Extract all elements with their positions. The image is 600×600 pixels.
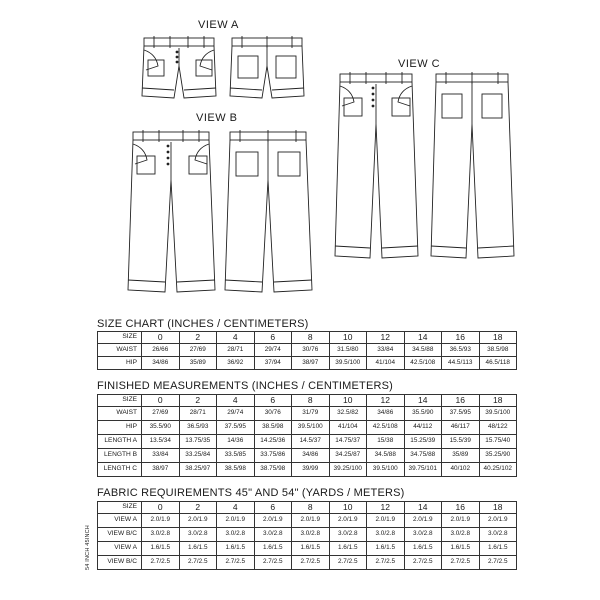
table-cell: 1.6/1.5 <box>179 542 217 556</box>
table-cell: 33/84 <box>367 344 405 357</box>
table-row <box>98 556 517 570</box>
fabric-width-side-label: 54 INCH 45INCH <box>85 525 91 570</box>
size-chart-header-row <box>98 332 517 344</box>
header-cell: 0 <box>142 502 180 514</box>
view-a-back-shorts-illustration <box>228 36 308 106</box>
header-cell: 0 <box>142 332 180 344</box>
table-cell: 14.25/36 <box>254 435 292 449</box>
table-cell: 2.7/2.5 <box>479 556 517 570</box>
header-cell: 0 <box>142 395 180 407</box>
table-cell: 3.0/2.8 <box>142 528 180 542</box>
view-c-label: VIEW C <box>398 58 441 70</box>
table-cell: 34/86 <box>367 407 405 421</box>
table-cell: 35.25/90 <box>479 449 517 463</box>
table-cell: 46.5/118 <box>479 357 517 370</box>
table-cell: 34.75/88 <box>404 449 442 463</box>
table-cell: 35.5/90 <box>142 421 180 435</box>
header-cell: 18 <box>479 332 517 344</box>
header-cell: 6 <box>254 332 292 344</box>
table-cell: 34/86 <box>292 449 330 463</box>
table-cell: 42.5/108 <box>404 357 442 370</box>
header-cell: 16 <box>442 502 480 514</box>
fabric-header-row <box>98 502 517 514</box>
table-row <box>98 407 517 421</box>
header-cell: 12 <box>367 502 405 514</box>
table-cell: 36.5/93 <box>179 421 217 435</box>
table-cell: 3.0/2.8 <box>442 528 480 542</box>
table-cell: 2.0/1.9 <box>404 514 442 528</box>
table-row <box>98 528 517 542</box>
header-cell: 18 <box>479 502 517 514</box>
table-cell: 34.25/87 <box>329 449 367 463</box>
size-chart-table <box>97 331 517 370</box>
table-cell: 34.5/88 <box>367 449 405 463</box>
table-cell: 40.25/102 <box>479 463 517 477</box>
table-cell: 31.5/80 <box>329 344 367 357</box>
finished-measurements-table <box>97 394 517 477</box>
table-cell: 48/122 <box>479 421 517 435</box>
row-label: VIEW A <box>98 514 142 528</box>
table-cell: 2.7/2.5 <box>254 556 292 570</box>
table-cell: 13.5/34 <box>142 435 180 449</box>
table-cell: 33.5/85 <box>217 449 255 463</box>
fabric-requirements-title: FABRIC REQUIREMENTS 45" AND 54" (YARDS / METERS) <box>97 487 405 499</box>
table-cell: 28/71 <box>217 344 255 357</box>
table-cell: 14.75/37 <box>329 435 367 449</box>
table-cell: 38/97 <box>142 463 180 477</box>
header-cell: 14 <box>404 395 442 407</box>
table-cell: 2.7/2.5 <box>292 556 330 570</box>
table-cell: 42.5/108 <box>367 421 405 435</box>
view-a-label: VIEW A <box>198 19 239 31</box>
table-cell: 1.6/1.5 <box>329 542 367 556</box>
table-cell: 26/66 <box>142 344 180 357</box>
header-cell: 8 <box>292 395 330 407</box>
row-label: LENGTH B <box>98 449 142 463</box>
header-cell: 2 <box>179 502 217 514</box>
table-cell: 3.0/2.8 <box>404 528 442 542</box>
size-chart-title: SIZE CHART (INCHES / CENTIMETERS) <box>97 318 309 330</box>
table-cell: 2.0/1.9 <box>217 514 255 528</box>
finished-header-row <box>98 395 517 407</box>
table-cell: 2.0/1.9 <box>367 514 405 528</box>
row-label: VIEW B/C <box>98 528 142 542</box>
table-cell: 2.7/2.5 <box>217 556 255 570</box>
table-cell: 1.6/1.5 <box>292 542 330 556</box>
table-cell: 1.6/1.5 <box>479 542 517 556</box>
view-c-front-trousers-illustration <box>334 72 420 264</box>
table-row <box>98 463 517 477</box>
table-row <box>98 449 517 463</box>
table-cell: 38.5/98 <box>479 344 517 357</box>
table-cell: 2.7/2.5 <box>329 556 367 570</box>
header-cell: 18 <box>479 395 517 407</box>
finished-measurements-title: FINISHED MEASUREMENTS (INCHES / CENTIMETERS) <box>97 380 394 392</box>
header-cell: SIZE <box>98 502 142 514</box>
table-row <box>98 344 517 357</box>
table-cell: 36/92 <box>217 357 255 370</box>
table-cell: 13.75/35 <box>179 435 217 449</box>
row-label: LENGTH A <box>98 435 142 449</box>
table-cell: 15/38 <box>367 435 405 449</box>
header-cell: 6 <box>254 395 292 407</box>
header-cell: 14 <box>404 502 442 514</box>
table-cell: 2.0/1.9 <box>442 514 480 528</box>
table-cell: 37.5/95 <box>217 421 255 435</box>
table-cell: 37.5/95 <box>442 407 480 421</box>
header-cell: 8 <box>292 332 330 344</box>
header-cell: 14 <box>404 332 442 344</box>
table-cell: 35/89 <box>179 357 217 370</box>
header-cell: 10 <box>329 395 367 407</box>
table-cell: 31/79 <box>292 407 330 421</box>
table-cell: 39/99 <box>292 463 330 477</box>
table-cell: 39.25/100 <box>329 463 367 477</box>
table-cell: 14/36 <box>217 435 255 449</box>
table-cell: 44/112 <box>404 421 442 435</box>
table-cell: 34.5/88 <box>404 344 442 357</box>
table-cell: 33.25/84 <box>179 449 217 463</box>
table-cell: 35.5/90 <box>404 407 442 421</box>
header-cell: 10 <box>329 502 367 514</box>
table-cell: 30/76 <box>292 344 330 357</box>
view-a-front-shorts-illustration <box>140 36 220 106</box>
header-cell: 2 <box>179 332 217 344</box>
table-cell: 28/71 <box>179 407 217 421</box>
table-cell: 1.6/1.5 <box>217 542 255 556</box>
table-row <box>98 514 517 528</box>
table-cell: 1.6/1.5 <box>404 542 442 556</box>
table-cell: 1.6/1.5 <box>142 542 180 556</box>
table-cell: 1.6/1.5 <box>254 542 292 556</box>
header-cell: 12 <box>367 395 405 407</box>
table-cell: 29/74 <box>217 407 255 421</box>
table-cell: 46/117 <box>442 421 480 435</box>
table-cell: 15.25/39 <box>404 435 442 449</box>
table-cell: 3.0/2.8 <box>254 528 292 542</box>
table-cell: 29/74 <box>254 344 292 357</box>
table-cell: 2.0/1.9 <box>329 514 367 528</box>
table-cell: 32.5/82 <box>329 407 367 421</box>
row-label: VIEW A <box>98 542 142 556</box>
table-cell: 3.0/2.8 <box>479 528 517 542</box>
table-row <box>98 421 517 435</box>
table-cell: 2.0/1.9 <box>479 514 517 528</box>
header-cell: 2 <box>179 395 217 407</box>
table-cell: 33.75/86 <box>254 449 292 463</box>
header-cell: 10 <box>329 332 367 344</box>
table-row <box>98 542 517 556</box>
header-cell: 16 <box>442 395 480 407</box>
row-label: HIP <box>98 357 142 370</box>
header-cell: SIZE <box>98 395 142 407</box>
table-cell: 14.5/37 <box>292 435 330 449</box>
table-cell: 27/69 <box>179 344 217 357</box>
table-cell: 41/104 <box>329 421 367 435</box>
header-cell: 4 <box>217 395 255 407</box>
table-cell: 39.75/101 <box>404 463 442 477</box>
table-cell: 27/69 <box>142 407 180 421</box>
row-label: WAIST <box>98 344 142 357</box>
view-b-front-trousers-illustration <box>127 130 217 300</box>
header-cell: 12 <box>367 332 405 344</box>
table-cell: 3.0/2.8 <box>329 528 367 542</box>
table-cell: 30/76 <box>254 407 292 421</box>
table-cell: 2.0/1.9 <box>179 514 217 528</box>
table-cell: 38.25/97 <box>179 463 217 477</box>
header-cell: 8 <box>292 502 330 514</box>
table-row <box>98 435 517 449</box>
header-cell: 4 <box>217 332 255 344</box>
table-cell: 39.5/100 <box>292 421 330 435</box>
table-row <box>98 357 517 370</box>
header-cell: 4 <box>217 502 255 514</box>
header-cell: SIZE <box>98 332 142 344</box>
table-cell: 15.5/39 <box>442 435 480 449</box>
table-cell: 38.5/98 <box>254 421 292 435</box>
row-label: HIP <box>98 421 142 435</box>
view-b-back-trousers-illustration <box>224 130 314 300</box>
table-cell: 39.5/100 <box>367 463 405 477</box>
table-cell: 38/97 <box>292 357 330 370</box>
table-cell: 2.7/2.5 <box>442 556 480 570</box>
table-cell: 15.75/40 <box>479 435 517 449</box>
view-c-back-trousers-illustration <box>430 72 516 264</box>
row-label: WAIST <box>98 407 142 421</box>
table-cell: 36.5/93 <box>442 344 480 357</box>
table-cell: 37/94 <box>254 357 292 370</box>
row-label: LENGTH C <box>98 463 142 477</box>
row-label: VIEW B/C <box>98 556 142 570</box>
table-cell: 3.0/2.8 <box>179 528 217 542</box>
table-cell: 2.0/1.9 <box>254 514 292 528</box>
table-cell: 39.5/100 <box>479 407 517 421</box>
view-b-label: VIEW B <box>196 112 238 124</box>
table-cell: 2.0/1.9 <box>292 514 330 528</box>
table-cell: 2.0/1.9 <box>142 514 180 528</box>
table-cell: 41/104 <box>367 357 405 370</box>
table-cell: 44.5/113 <box>442 357 480 370</box>
table-cell: 2.7/2.5 <box>404 556 442 570</box>
table-cell: 3.0/2.8 <box>292 528 330 542</box>
table-cell: 38.5/98 <box>217 463 255 477</box>
header-cell: 16 <box>442 332 480 344</box>
header-cell: 6 <box>254 502 292 514</box>
table-cell: 39.5/100 <box>329 357 367 370</box>
table-cell: 38.75/98 <box>254 463 292 477</box>
table-cell: 40/102 <box>442 463 480 477</box>
table-cell: 3.0/2.8 <box>217 528 255 542</box>
table-cell: 1.6/1.5 <box>367 542 405 556</box>
table-cell: 3.0/2.8 <box>367 528 405 542</box>
table-cell: 2.7/2.5 <box>179 556 217 570</box>
table-cell: 1.6/1.5 <box>442 542 480 556</box>
table-cell: 34/86 <box>142 357 180 370</box>
table-cell: 35/89 <box>442 449 480 463</box>
table-cell: 2.7/2.5 <box>367 556 405 570</box>
table-cell: 33/84 <box>142 449 180 463</box>
fabric-requirements-table <box>97 501 517 570</box>
table-cell: 2.7/2.5 <box>142 556 180 570</box>
